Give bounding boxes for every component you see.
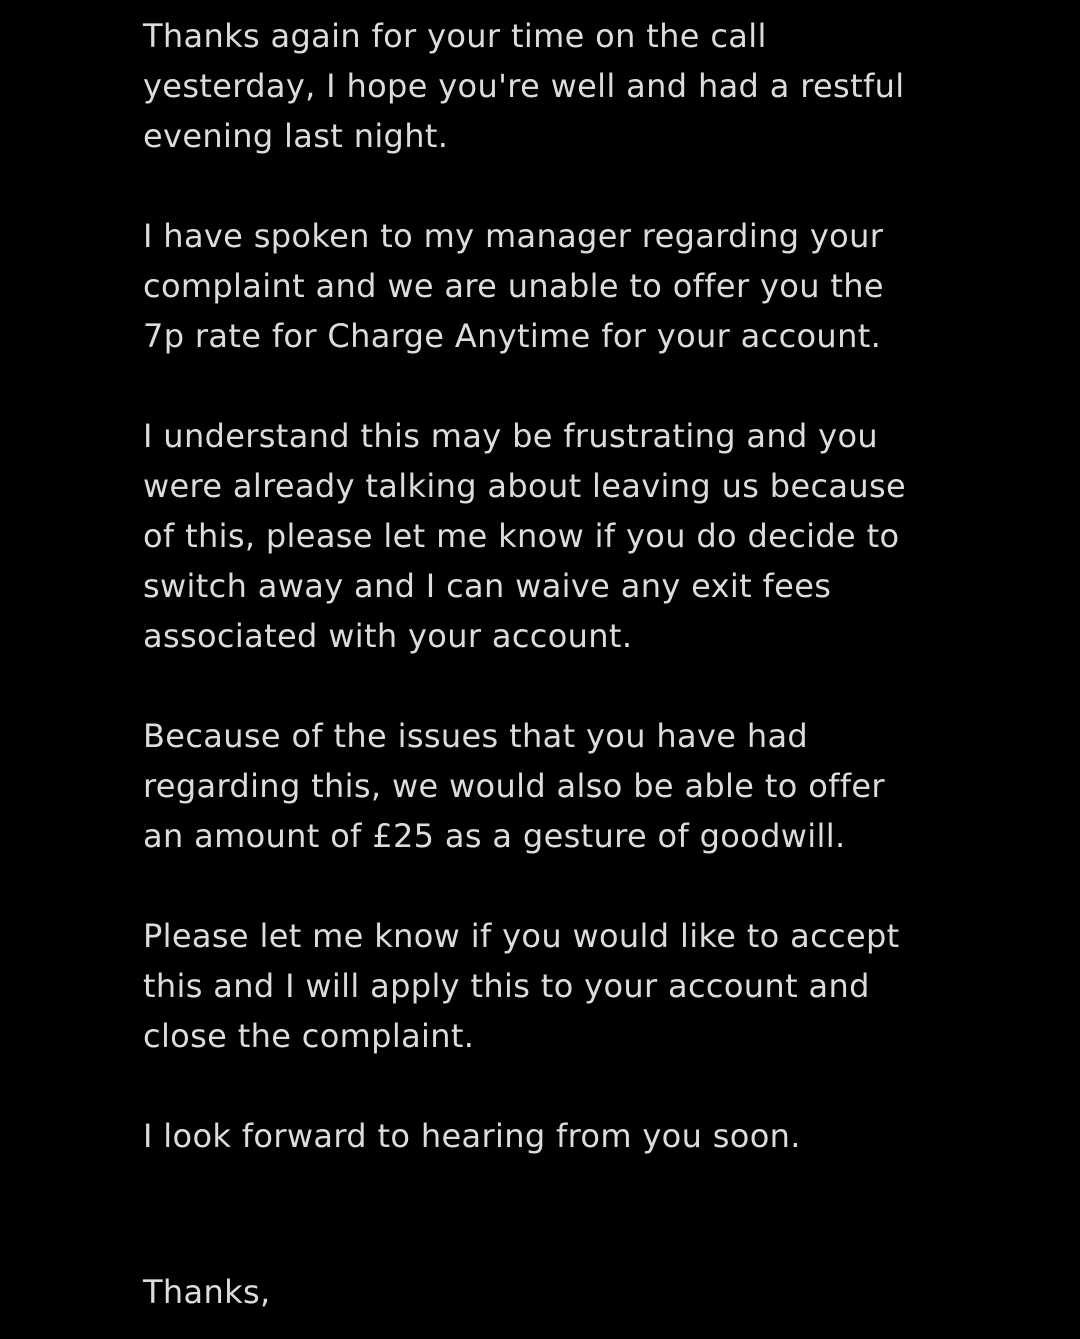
text-line: I understand this may be frustrating and you (143, 417, 879, 455)
text-line: regarding this, we would also be able to offer (143, 767, 885, 805)
text-line: yesterday, I hope you're well and had a restful (143, 67, 905, 105)
text-line: evening last night. (143, 117, 449, 155)
paragraph-accept-request (143, 911, 1043, 1061)
text-line: an amount of £25 as a gesture of goodwill. (143, 817, 846, 855)
text-line: associated with your account. (143, 617, 633, 655)
paragraph-greeting (143, 11, 1043, 161)
paragraph-manager-decision (143, 211, 1043, 361)
text-line: complaint and we are unable to offer you the (143, 267, 884, 305)
message-body (143, 11, 1043, 1211)
text-line: Because of the issues that you have had (143, 717, 809, 755)
text-line: this and I will apply this to your account and (143, 967, 870, 1005)
text-line: close the complaint. (143, 1017, 475, 1055)
text-line: were already talking about leaving us because (143, 467, 907, 505)
text-line: 7p rate for Charge Anytime for your account. (143, 317, 882, 355)
text-line: Thanks again for your time on the call (143, 17, 767, 55)
paragraph-closing (143, 1111, 1043, 1161)
text-line: I have spoken to my manager regarding your (143, 217, 884, 255)
text-line: I look forward to hearing from you soon. (143, 1117, 801, 1155)
paragraph-goodwill-offer (143, 711, 1043, 861)
text-line: of this, please let me know if you do decide to (143, 517, 900, 555)
paragraph-exit-fees (143, 411, 1043, 661)
signoff: Thanks, (143, 1273, 271, 1311)
text-line: Please let me know if you would like to accept (143, 917, 900, 955)
text-line: switch away and I can waive any exit fees (143, 567, 832, 605)
